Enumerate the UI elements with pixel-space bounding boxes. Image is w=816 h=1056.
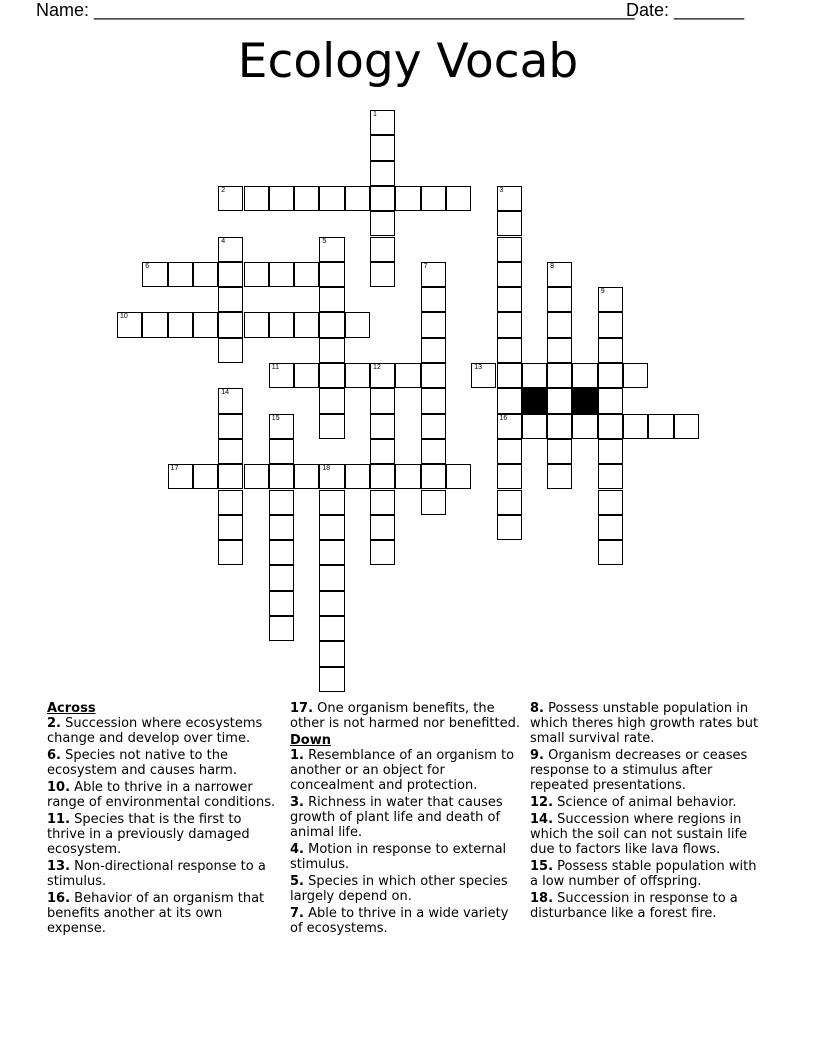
- grid-cell[interactable]: [598, 490, 623, 515]
- clue-down: [530, 795, 762, 810]
- grid-cell[interactable]: [269, 363, 294, 388]
- clue-number: 17.: [290, 701, 314, 716]
- cell-number: 5: [322, 237, 327, 245]
- clue-text: Behavior of an organism that benefits another at its own expense.: [47, 891, 265, 936]
- clues-column-3: [530, 701, 762, 923]
- clue-across: [47, 780, 279, 810]
- grid-cell[interactable]: [421, 287, 446, 312]
- page-title: Ecology Vocab: [237, 34, 579, 89]
- grid-cell[interactable]: [370, 237, 395, 262]
- grid-cell[interactable]: [497, 515, 522, 540]
- clue-number: 8.: [530, 701, 544, 716]
- grid-cell[interactable]: [319, 237, 344, 262]
- grid-cell[interactable]: [319, 540, 344, 565]
- grid-cell[interactable]: [370, 262, 395, 287]
- grid-cell[interactable]: [294, 186, 319, 211]
- cell-number: 16: [499, 414, 508, 422]
- grid-cell[interactable]: [193, 262, 218, 287]
- grid-cell[interactable]: [117, 312, 142, 337]
- grid-cell[interactable]: [244, 312, 269, 337]
- grid-cell[interactable]: [497, 287, 522, 312]
- clue-text: Possess stable population with a low number of offspring.: [530, 859, 757, 889]
- grid-cell[interactable]: [421, 414, 446, 439]
- clue-number: 6.: [47, 748, 61, 763]
- name-field[interactable]: Name: ______________________________________________________: [36, 0, 635, 20]
- clue-text: Organism decreases or ceases response to a stimulus after repeated presentations.: [530, 748, 748, 793]
- grid-cell[interactable]: [547, 464, 572, 489]
- grid-cell[interactable]: [269, 312, 294, 337]
- grid-cell[interactable]: [421, 363, 446, 388]
- clue-text: Species that is the first to thrive in a previously damaged ecosystem.: [47, 812, 250, 857]
- cell-number: 17: [170, 465, 179, 473]
- clue-down: [530, 891, 762, 921]
- grid-cell[interactable]: [370, 515, 395, 540]
- grid-cell[interactable]: [497, 262, 522, 287]
- grid-cell[interactable]: [294, 363, 319, 388]
- grid-cell[interactable]: [244, 262, 269, 287]
- clue-number: 10.: [47, 780, 71, 795]
- grid-cell[interactable]: [421, 388, 446, 413]
- cell-number: 18: [322, 465, 331, 473]
- cell-number: 6: [145, 262, 150, 270]
- grid-cell[interactable]: [319, 565, 344, 590]
- clue-text: Motion in response to external stimulus.: [290, 842, 507, 872]
- grid-cell[interactable]: [294, 312, 319, 337]
- clue-number: 1.: [290, 748, 304, 763]
- grid-cell[interactable]: [370, 439, 395, 464]
- grid-cell[interactable]: [319, 312, 344, 337]
- grid-cell[interactable]: [218, 262, 243, 287]
- grid-cell[interactable]: [598, 312, 623, 337]
- clue-number: 4.: [290, 842, 304, 857]
- grid-cell[interactable]: [294, 464, 319, 489]
- grid-cell[interactable]: [269, 262, 294, 287]
- grid-cell[interactable]: [421, 262, 446, 287]
- clues-column-1: [47, 701, 279, 938]
- cell-number: 8: [550, 262, 554, 270]
- grid-cell[interactable]: [598, 388, 623, 413]
- grid-cell[interactable]: [218, 186, 243, 211]
- clue-text: Succession where regions in which the soil can not sustain life due to factors like lava flows.: [530, 812, 748, 857]
- grid-cell[interactable]: [421, 439, 446, 464]
- grid-cell[interactable]: [497, 439, 522, 464]
- clue-number: 18.: [530, 891, 554, 906]
- grid-cell[interactable]: [446, 464, 471, 489]
- grid-cell[interactable]: [244, 186, 269, 211]
- clue-down: [530, 748, 762, 793]
- grid-cell[interactable]: [218, 312, 243, 337]
- clue-down: [290, 795, 522, 840]
- clue-down: [290, 874, 522, 904]
- grid-cell[interactable]: [319, 338, 344, 363]
- cell-number: 10: [120, 313, 128, 321]
- grid-cell[interactable]: [598, 338, 623, 363]
- grid-cell[interactable]: [168, 262, 193, 287]
- grid-cell[interactable]: [547, 439, 572, 464]
- grid-cell[interactable]: [319, 667, 344, 692]
- cell-number: 12: [373, 364, 381, 371]
- grid-cell[interactable]: [497, 186, 522, 211]
- clue-number: 11.: [47, 812, 71, 827]
- cell-number: 14: [221, 389, 229, 397]
- grid-cell[interactable]: [421, 464, 446, 489]
- clue-number: 16.: [47, 891, 71, 906]
- grid-cell[interactable]: [674, 414, 699, 439]
- grid-cell[interactable]: [547, 363, 572, 388]
- grid-cell[interactable]: [218, 388, 243, 413]
- clue-text: Possess unstable population in which theres high growth rates but small survival rate.: [530, 701, 759, 746]
- grid-cell[interactable]: [598, 414, 623, 439]
- cell-number: 4: [221, 237, 226, 245]
- grid-cell[interactable]: [370, 135, 395, 160]
- grid-cell[interactable]: [218, 338, 243, 363]
- grid-cell[interactable]: [345, 363, 370, 388]
- grid-cell[interactable]: [319, 414, 344, 439]
- grid-cell[interactable]: [269, 616, 294, 641]
- grid-cell[interactable]: [319, 591, 344, 616]
- grid-cell[interactable]: [547, 262, 572, 287]
- grid-cell[interactable]: [269, 464, 294, 489]
- grid-cell[interactable]: [395, 186, 420, 211]
- grid-cell[interactable]: [547, 312, 572, 337]
- grid-cell[interactable]: [269, 540, 294, 565]
- grid-cell[interactable]: [497, 237, 522, 262]
- cell-number: 2: [221, 186, 226, 194]
- grid-cell[interactable]: [319, 464, 344, 489]
- grid-cell[interactable]: [218, 515, 243, 540]
- clue-text: Science of animal behavior.: [557, 795, 737, 810]
- clue-text: Able to thrive in a narrower range of environmental conditions.: [47, 780, 276, 810]
- black-square: [572, 388, 597, 413]
- grid-cell[interactable]: [319, 363, 344, 388]
- grid-cell[interactable]: [648, 414, 673, 439]
- grid-cell[interactable]: [319, 515, 344, 540]
- clue-text: Resemblance of an organism to another or an object for concealment and protection.: [290, 748, 515, 793]
- grid-cell[interactable]: [345, 312, 370, 337]
- grid-cell[interactable]: [193, 464, 218, 489]
- grid-cell[interactable]: [269, 414, 294, 439]
- clue-number: 3.: [290, 795, 304, 810]
- grid-cell[interactable]: [269, 439, 294, 464]
- grid-cell[interactable]: [421, 312, 446, 337]
- cell-number: 13: [474, 364, 482, 371]
- grid-cell[interactable]: [497, 338, 522, 363]
- grid-cell[interactable]: [294, 262, 319, 287]
- grid-cell[interactable]: [497, 312, 522, 337]
- grid-cell[interactable]: [370, 110, 395, 135]
- grid-cell[interactable]: [598, 287, 623, 312]
- grid-cell[interactable]: [572, 363, 597, 388]
- clue-down: [290, 842, 522, 872]
- grid-cell[interactable]: [142, 262, 167, 287]
- grid-cell[interactable]: [319, 388, 344, 413]
- grid-cell[interactable]: [522, 363, 547, 388]
- grid-cell[interactable]: [497, 211, 522, 236]
- clue-text: Richness in water that causes growth of plant life and death of animal life.: [290, 795, 503, 840]
- grid-cell[interactable]: [421, 338, 446, 363]
- clue-across: [47, 748, 279, 778]
- cell-number: 1: [373, 111, 377, 118]
- grid-cell[interactable]: [497, 363, 522, 388]
- grid-cell[interactable]: [547, 388, 572, 413]
- grid-cell[interactable]: [370, 363, 395, 388]
- grid-cell[interactable]: [446, 186, 471, 211]
- clue-down: [530, 812, 762, 857]
- grid-cell[interactable]: [395, 363, 420, 388]
- grid-cell[interactable]: [370, 540, 395, 565]
- grid-cell[interactable]: [421, 186, 446, 211]
- grid-cell[interactable]: [497, 414, 522, 439]
- grid-cell[interactable]: [319, 641, 344, 666]
- clue-number: 9.: [530, 748, 544, 763]
- clue-number: 13.: [47, 859, 71, 874]
- cell-number: 3: [499, 186, 504, 194]
- cell-number: 9: [600, 288, 605, 296]
- grid-cell[interactable]: [269, 490, 294, 515]
- black-square: [522, 388, 547, 413]
- grid-cell[interactable]: [547, 414, 572, 439]
- grid-cell[interactable]: [218, 490, 243, 515]
- grid-cell[interactable]: [269, 515, 294, 540]
- grid-cell[interactable]: [319, 262, 344, 287]
- clue-down: [290, 748, 522, 793]
- clue-across: [290, 701, 522, 731]
- date-field[interactable]: Date: _______: [626, 0, 745, 20]
- grid-cell[interactable]: [547, 287, 572, 312]
- grid-cell[interactable]: [522, 414, 547, 439]
- grid-cell[interactable]: [218, 237, 243, 262]
- grid-cell[interactable]: [218, 464, 243, 489]
- clues-column-2: [290, 701, 522, 938]
- grid-cell[interactable]: [218, 287, 243, 312]
- clue-text: Succession in response to a disturbance like a forest fire.: [530, 891, 738, 921]
- grid-cell[interactable]: [370, 211, 395, 236]
- grid-cell[interactable]: [319, 186, 344, 211]
- clue-down: [530, 701, 762, 746]
- grid-cell[interactable]: [598, 540, 623, 565]
- clue-down: [290, 906, 522, 936]
- clue-number: 2.: [47, 716, 61, 731]
- grid-cell[interactable]: [547, 338, 572, 363]
- grid-cell[interactable]: [572, 414, 597, 439]
- grid-cell[interactable]: [598, 515, 623, 540]
- grid-cell[interactable]: [370, 464, 395, 489]
- grid-cell[interactable]: [471, 363, 496, 388]
- grid-cell[interactable]: [218, 414, 243, 439]
- grid-cell[interactable]: [269, 565, 294, 590]
- grid-cell[interactable]: [218, 439, 243, 464]
- grid-cell[interactable]: [319, 490, 344, 515]
- clue-across: [47, 716, 279, 746]
- grid-cell[interactable]: [598, 439, 623, 464]
- grid-cell[interactable]: [395, 464, 420, 489]
- clue-text: Species in which other species largely depend on.: [290, 874, 508, 904]
- grid-cell[interactable]: [598, 363, 623, 388]
- cell-number: 15: [271, 414, 280, 422]
- clue-across: [47, 891, 279, 936]
- clue-text: Succession where ecosystems change and develop over time.: [47, 716, 263, 746]
- grid-cell[interactable]: [319, 616, 344, 641]
- clue-text: One organism benefits, the other is not harmed nor benefitted.: [290, 701, 520, 731]
- grid-cell[interactable]: [168, 312, 193, 337]
- grid-cell[interactable]: [370, 161, 395, 186]
- grid-cell[interactable]: [370, 490, 395, 515]
- cell-number: 11: [271, 364, 280, 371]
- clue-text: Non-directional response to a stimulus.: [47, 859, 266, 889]
- grid-cell[interactable]: [497, 464, 522, 489]
- grid-cell[interactable]: [598, 464, 623, 489]
- cell-number: 7: [423, 262, 428, 270]
- grid-cell[interactable]: [497, 388, 522, 413]
- grid-cell[interactable]: [497, 490, 522, 515]
- grid-cell[interactable]: [421, 490, 446, 515]
- clue-number: 12.: [530, 795, 554, 810]
- grid-cell[interactable]: [345, 464, 370, 489]
- grid-cell[interactable]: [370, 388, 395, 413]
- clue-text: Able to thrive in a wide variety of ecosystems.: [290, 906, 509, 936]
- clue-number: 14.: [530, 812, 554, 827]
- grid-cell[interactable]: [370, 414, 395, 439]
- grid-cell[interactable]: [142, 312, 167, 337]
- grid-cell[interactable]: [623, 363, 648, 388]
- grid-cell[interactable]: [319, 287, 344, 312]
- clue-number: 15.: [530, 859, 554, 874]
- grid-cell[interactable]: [345, 186, 370, 211]
- clue-across: [47, 812, 279, 857]
- down-heading: Down: [290, 733, 331, 748]
- grid-cell[interactable]: [269, 186, 294, 211]
- grid-cell[interactable]: [269, 591, 294, 616]
- clue-across: [47, 859, 279, 889]
- grid-cell[interactable]: [168, 464, 193, 489]
- grid-cell[interactable]: [193, 312, 218, 337]
- grid-cell[interactable]: [370, 186, 395, 211]
- grid-cell[interactable]: [244, 464, 269, 489]
- clue-down: [530, 859, 762, 889]
- grid-cell[interactable]: [623, 414, 648, 439]
- clue-number: 5.: [290, 874, 304, 889]
- grid-cell[interactable]: [218, 540, 243, 565]
- across-heading: Across: [47, 701, 96, 716]
- clue-text: Species not native to the ecosystem and causes harm.: [47, 748, 237, 778]
- clue-number: 7.: [290, 906, 304, 921]
